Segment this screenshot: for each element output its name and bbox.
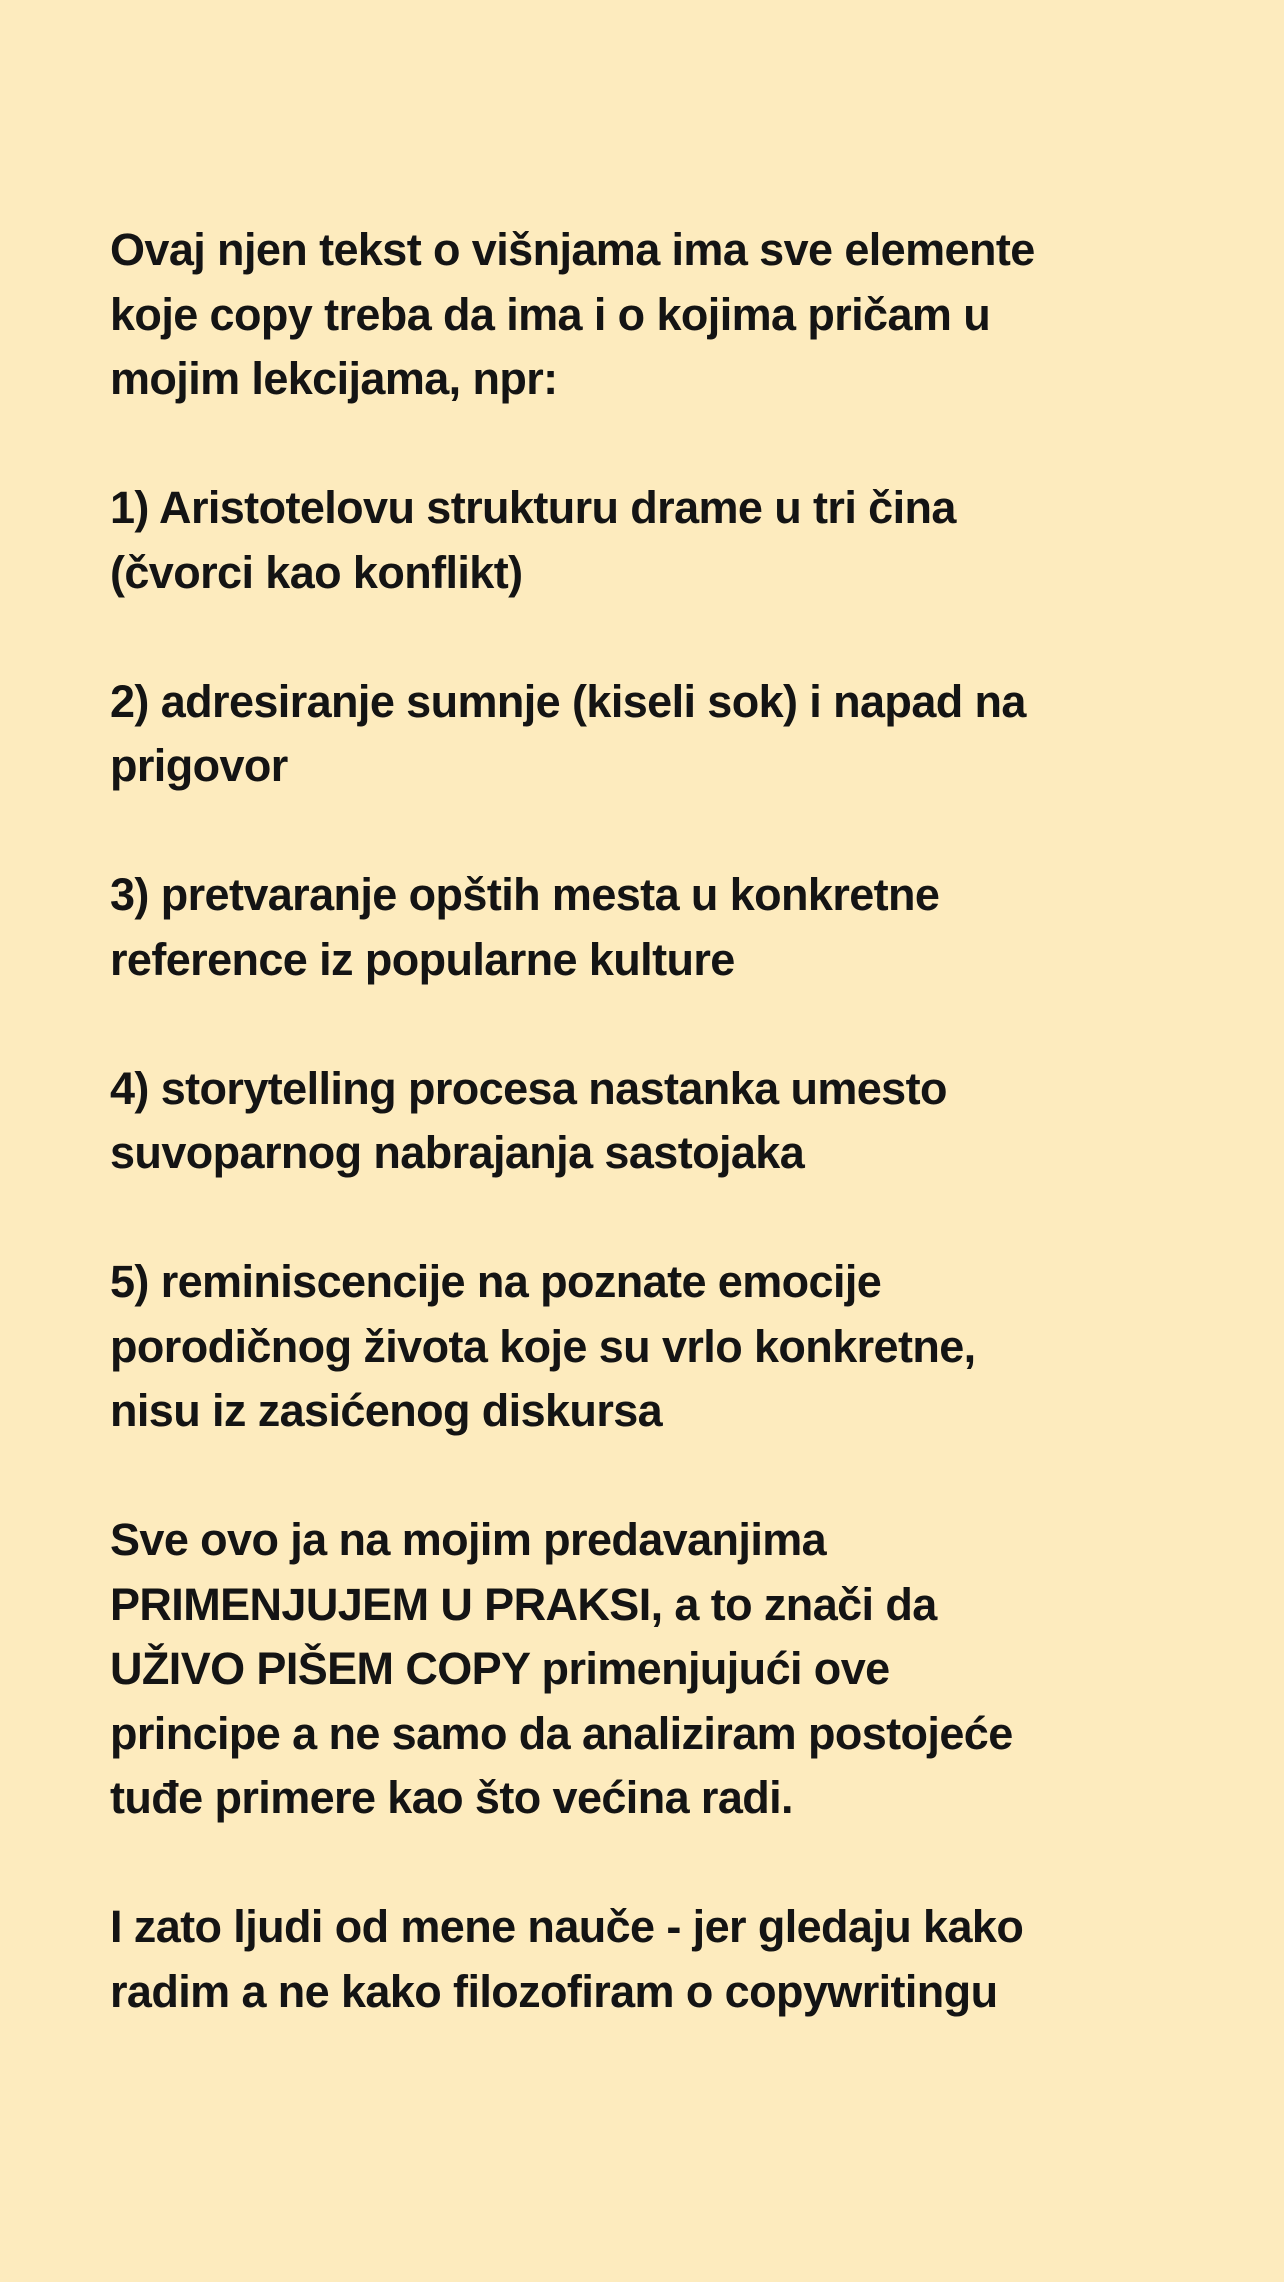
text-line: nisu iz zasićenog diskursa	[110, 1385, 663, 1436]
text-line: reference iz popularne kulture	[110, 933, 735, 985]
intro-paragraph	[110, 218, 1220, 412]
text-line: principe a ne samo da analiziram postojeće	[110, 1707, 1013, 1759]
text-line: 1) Aristotelovu strukturu drame u tri čina	[110, 482, 956, 533]
list-item-3	[110, 863, 1220, 992]
list-item-2	[110, 670, 1220, 799]
text-line: I zato ljudi od mene nauče - jer gledaju kako	[110, 1901, 1024, 1952]
text-line: radim a ne kako filozofiram o copywritingu	[110, 1965, 998, 2017]
story-text-block	[110, 218, 1220, 2089]
text-line: 4) storytelling procesa nastanka umesto	[110, 1062, 947, 1114]
text-line: suvoparnog nabrajanja sastojaka	[110, 1127, 805, 1178]
text-line: porodičnog života koje su vrlo konkretne,	[110, 1320, 976, 1372]
text-line: PRIMENJUJEM U PRAKSI, a to znači da	[110, 1578, 937, 1630]
text-line: 5) reminiscencije na poznate emocije	[110, 1256, 882, 1307]
text-line: tuđe primere kao što većina radi.	[110, 1772, 793, 1823]
text-line: (čvorci kao konflikt)	[110, 546, 523, 598]
list-item-1	[110, 476, 1220, 605]
text-line: Ovaj njen tekst o višnjama ima sve elemente	[110, 224, 1035, 275]
closing-paragraph	[110, 1895, 1220, 2024]
text-line: koje copy treba da ima i o kojima pričam u	[110, 288, 991, 340]
text-line: Sve ovo ja na mojim predavanjima	[110, 1514, 827, 1565]
practice-paragraph	[110, 1508, 1220, 1831]
text-line: 3) pretvaranje opštih mesta u konkretne	[110, 869, 940, 920]
text-line: prigovor	[110, 740, 288, 791]
list-item-4	[110, 1057, 1220, 1186]
text-line: 2) adresiranje sumnje (kiseli sok) i napad na	[110, 675, 1026, 727]
text-line: UŽIVO PIŠEM COPY primenjujući ove	[110, 1643, 890, 1694]
text-line: mojim lekcijama, npr:	[110, 353, 558, 404]
list-item-5	[110, 1250, 1220, 1444]
